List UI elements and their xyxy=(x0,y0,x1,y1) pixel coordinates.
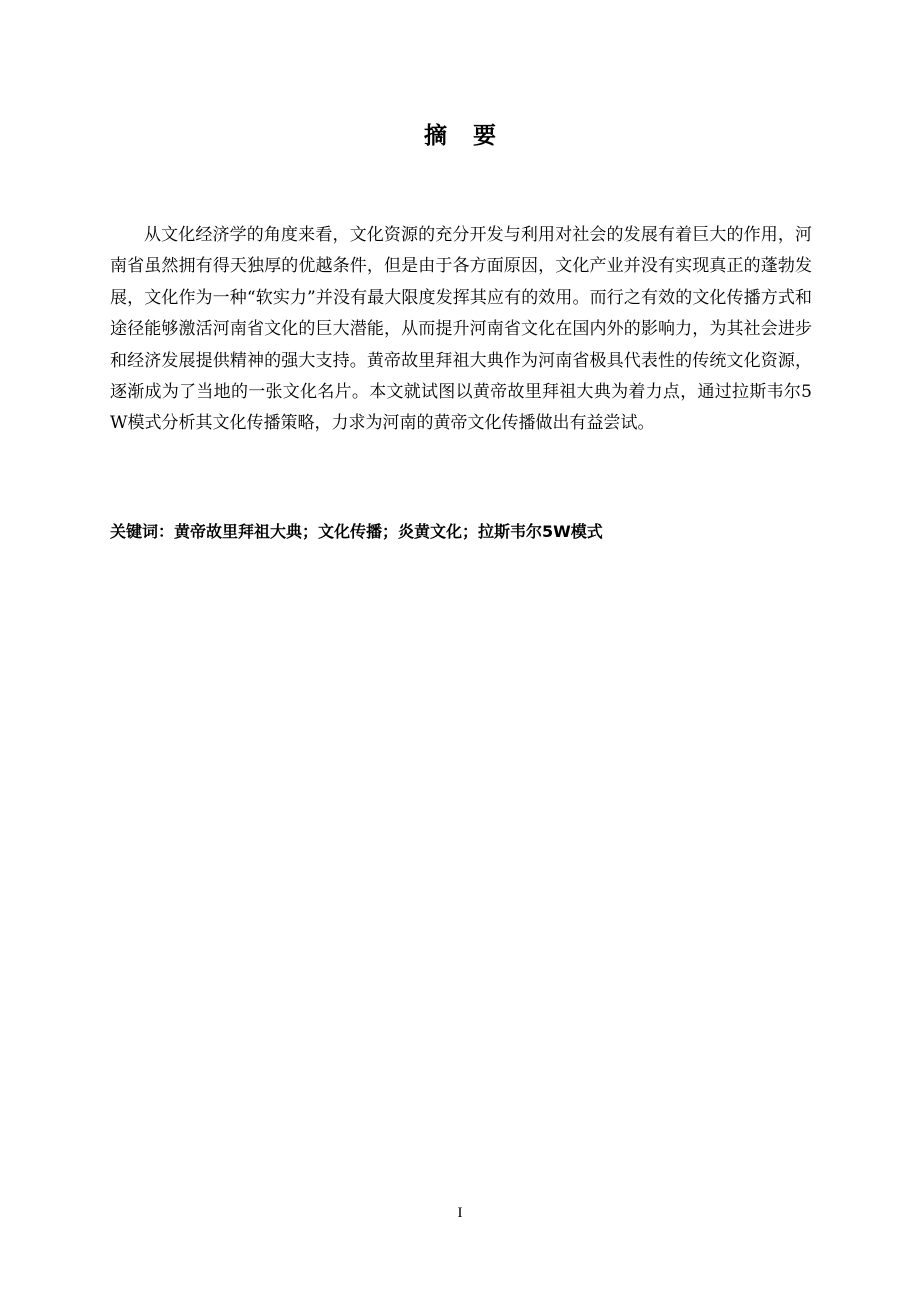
keywords-text: 黄帝故里拜祖大典；文化传播；炎黄文化；拉斯韦尔5W模式 xyxy=(174,522,603,541)
keywords-label: 关键词： xyxy=(110,522,175,541)
abstract-body: 从文化经济学的角度来看，文化资源的充分开发与利用对社会的发展有着巨大的作用，河南省虽然拥有得天独厚的优越条件，但是由于各方面原因，文化产业并没有实现真正的蓬勃发展，文化作为一种“软实力”并没有最大限度发挥其应有的效用。而行之有效的文化传播方式和途径能够激活河南省文化的巨大潜能，从而提升河南省文化在国内外的影响力，为其社会进步和经济发展提供精神的强大支持。黄帝故里拜祖大典作为河南省极具代表性的传统文化资源，逐渐成为了当地的一张文化名片。本文就试图以黄帝故里拜祖大典为着力点，通过拉斯韦尔5W模式分析其文化传播策略，力求为河南的黄帝文化传播做出有益尝试。 xyxy=(110,225,812,434)
keywords-line xyxy=(110,518,812,546)
page-number: I xyxy=(457,1205,463,1221)
abstract-title: 摘要 xyxy=(424,123,522,149)
